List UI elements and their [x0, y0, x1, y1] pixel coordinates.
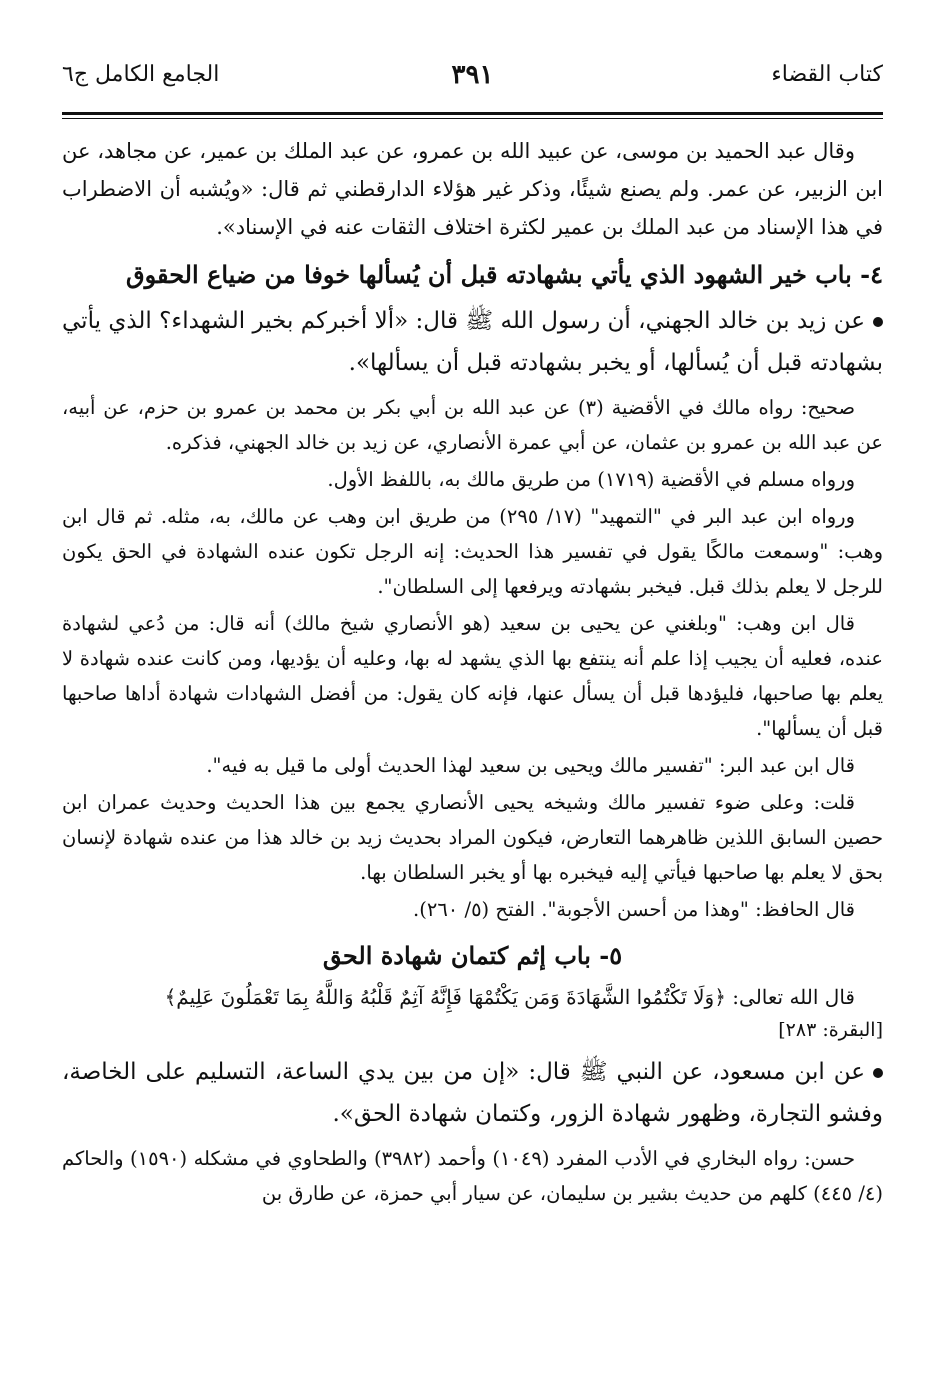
bullet-icon — [873, 317, 883, 327]
chapter-heading: ٤- باب خير الشهود الذي يأتي بشهادته قبل أن يُسألها خوفا من ضياع الحقوق — [126, 260, 883, 289]
takhrij-paragraph: ورواه مسلم في الأقضية (١٧١٩) من طريق مالك به، باللفظ الأول. — [327, 468, 855, 491]
page-header — [62, 58, 883, 116]
hadith-text — [62, 300, 883, 384]
header-rule-thick — [62, 112, 883, 115]
page-number: ٣٩١ — [451, 60, 494, 90]
header-rule-thin — [62, 118, 883, 119]
page-body — [62, 132, 883, 1211]
work-title: الجامع الكامل ج٦ — [62, 62, 220, 87]
book-title: كتاب القضاء — [771, 62, 883, 87]
paragraph: وقال عبد الحميد بن موسى، عن عبيد الله بن عمرو، عن عبد الملك بن عمير، عن مجاهد، عن ابن الزبير، عن عمر. ولم يصنع شيئًا، وذكر غير هؤلاء الدارقطني ثم قال: «ويُشبه أن الاضطراب في هذا الإسناد من عبد الملك بن عمير لكثرة اختلاف الثقات عنه في الإسناد». — [62, 139, 883, 239]
takhrij-paragraph: قال ابن عبد البر: "تفسير مالك ويحيى بن سعيد لهذا الحديث أولى ما قيل به فيه". — [206, 754, 855, 777]
quran-reference: [البقرة: ٢٨٣] — [778, 1019, 883, 1041]
takhrij-paragraph: صحيح: رواه مالك في الأقضية (٣) عن عبد الله بن أبي بكر بن محمد بن عمرو بن حزم، عن أبيه، عن عبد الله بن عمرو بن عثمان، عن أبي عمرة الأنصاري، عن زيد بن خالد الجهني، فذكره. — [62, 396, 883, 454]
takhrij-paragraph: قال ابن وهب: "وبلغني عن يحيى بن سعيد (هو الأنصاري شيخ مالك) أنه قال: من دُعي لشهادة عنده، فعليه أن يجيب إذا علم أنه ينتفع بها الذي يشهد له بها، وعليه أن يؤديها، ومن كانت عنده شهادة لا يعلم بها صاحبها، فليؤدها قبل أن يسأل عنها، فإنه كان يقول: من أفضل الشهادات شهادة أداها صاحبها قبل أن يسألها". — [62, 612, 883, 740]
takhrij-paragraph: قلت: وعلى ضوء تفسير مالك وشيخه يحيى الأنصاري يجمع بين هذا الحديث وحديث عمران ابن حصين السابق اللذين ظاهرهما التعارض، فيكون المراد بحديث زيد بن خالد هذا من عنده شهادة لإنسان بحق لا يعلم بها صاحبها فيأتي إليه فيخبره بها أو يخبر السلطان بها. — [62, 791, 883, 884]
takhrij-paragraph: قال الحافظ: "وهذا من أحسن الأجوبة". الفتح (٥/ ٢٦٠). — [413, 898, 855, 921]
hadith-body: عن زيد بن خالد الجهني، أن رسول الله ﷺ قال: «ألا أخبركم بخير الشهداء؟ الذي يأتي بشهادته قبل أن يُسألها، أو يخبر بشهادته قبل أن يسألها». — [62, 308, 883, 376]
takhrij-paragraph: حسن: رواه البخاري في الأدب المفرد (١٠٤٩) وأحمد (٣٩٨٢) والطحاوي في مشكله (١٥٩٠) والحاكم (٤/ ٤٤٥) كلهم من حديث بشير بن سليمان، عن سيار أبي حمزة، عن طارق بن — [62, 1147, 883, 1205]
quran-verse — [62, 979, 883, 1015]
takhrij-paragraph: ورواه ابن عبد البر في "التمهيد" (١٧/ ٢٩٥) من طريق ابن وهب عن مالك، به، مثله. ثم قال ابن وهب: "وسمعت مالكًا يقول في تفسير هذا الحديث: إنه الرجل تكون عنده الشهادة في الحق يكون للرجل لا يعلم بذلك قبل. فيخبر بشهادته ويرفعها إلى السلطان". — [62, 505, 883, 598]
hadith-body: عن ابن مسعود، عن النبي ﷺ قال: «إن من بين يدي الساعة، التسليم على الخاصة، وفشو التجارة، وظهور شهادة الزور، وكتمان شهادة الحق». — [62, 1059, 883, 1127]
quran-text: ﴿وَلَا تَكْتُمُوا الشَّهَادَةَ وَمَن يَكْتُمْهَا فَإِنَّهُ آثِمٌ قَلْبُهُ وَاللَّهُ بِمَا تَعْمَلُونَ عَلِيمٌ﴾ — [164, 985, 726, 1009]
quran-intro: قال الله تعالى: — [732, 985, 855, 1009]
bullet-icon — [873, 1068, 883, 1078]
hadith-text — [62, 1051, 883, 1135]
chapter-heading: ٥- باب إثم كتمان شهادة الحق — [322, 941, 623, 970]
